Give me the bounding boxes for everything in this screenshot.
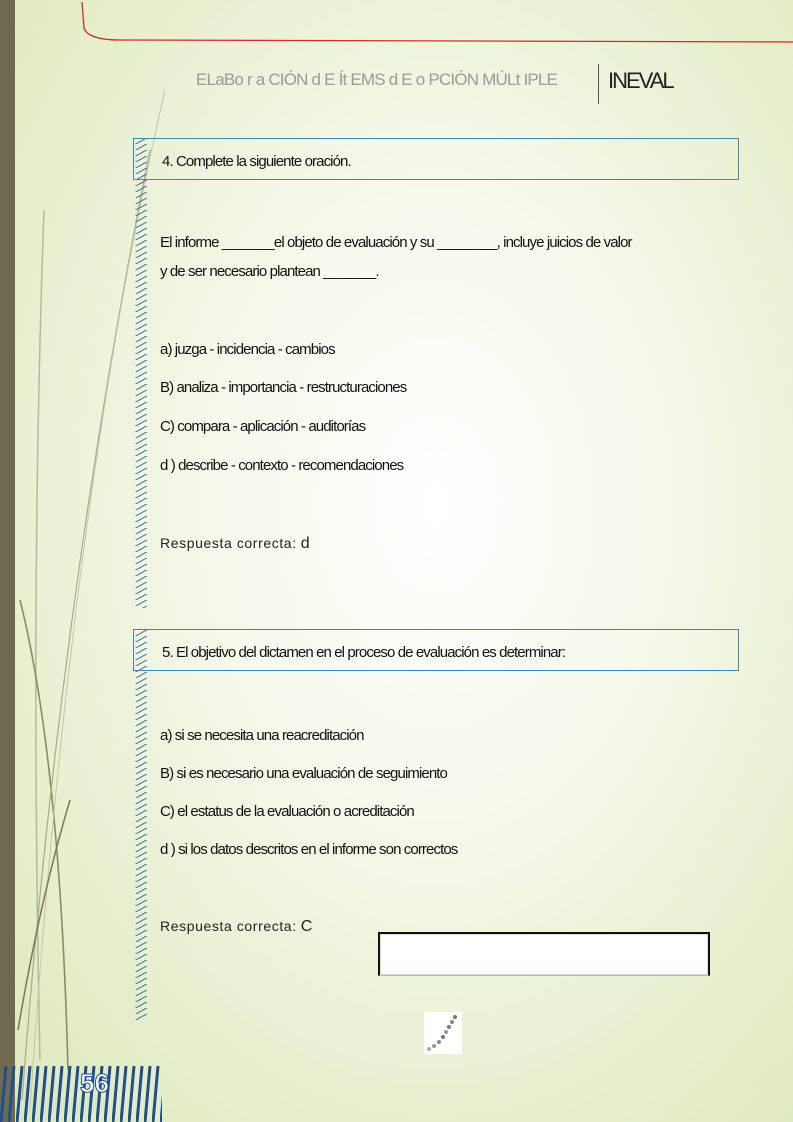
left-hatch-bar-q4 (132, 138, 154, 608)
header-separator (598, 64, 599, 104)
answer-value: C (300, 918, 313, 935)
answer-value: d (300, 535, 310, 552)
empty-answer-box (378, 932, 710, 976)
decorative-curl-icon (424, 1012, 462, 1054)
question-4-box (133, 138, 739, 180)
answer-label: Respuesta correcta: (160, 918, 297, 934)
question-4-option-a: a) juzga - incidencia - cambios (160, 341, 335, 358)
question-5-option-c: C) el estatus de la evaluación o acreditación (160, 803, 414, 820)
question-5-option-a: a) si se necesita una reacreditación (160, 727, 364, 744)
header-title: ELaBo r a CIÓN d E Ít EMS d E o PCIÓN MÚLt IPLE (196, 70, 558, 89)
question-4-option-d: d ) describe - contexto - recomendaciones (160, 457, 404, 474)
question-5-option-b: B) si es necesario una evaluación de seguimiento (160, 765, 447, 782)
question-5-box (133, 629, 739, 671)
question-4-sentence-line2: y de ser necesario plantean _______. (160, 263, 379, 280)
question-5-answer (160, 918, 312, 936)
question-4-title: 4. Complete la siguiente oración. (162, 153, 351, 170)
question-4-sentence-line1: El informe _______el objeto de evaluación y su ________, incluye juicios de valor (160, 234, 632, 251)
question-4-option-c: C) compara - aplicación - auditorías (160, 418, 366, 435)
left-hatch-bar-q5 (132, 630, 154, 1020)
question-4-option-b: B) analiza - importancia - restructuraciones (160, 379, 407, 396)
ineval-logo: INEVAL (608, 68, 673, 93)
page-number: 56 (80, 1068, 109, 1098)
question-5-option-d: d ) si los datos descritos en el informe son correctos (160, 841, 458, 858)
question-4-answer (160, 535, 310, 553)
answer-label: Respuesta correcta: (160, 535, 297, 551)
question-5-title: 5. El objetivo del dictamen en el proceso de evaluación es determinar: (162, 644, 566, 661)
